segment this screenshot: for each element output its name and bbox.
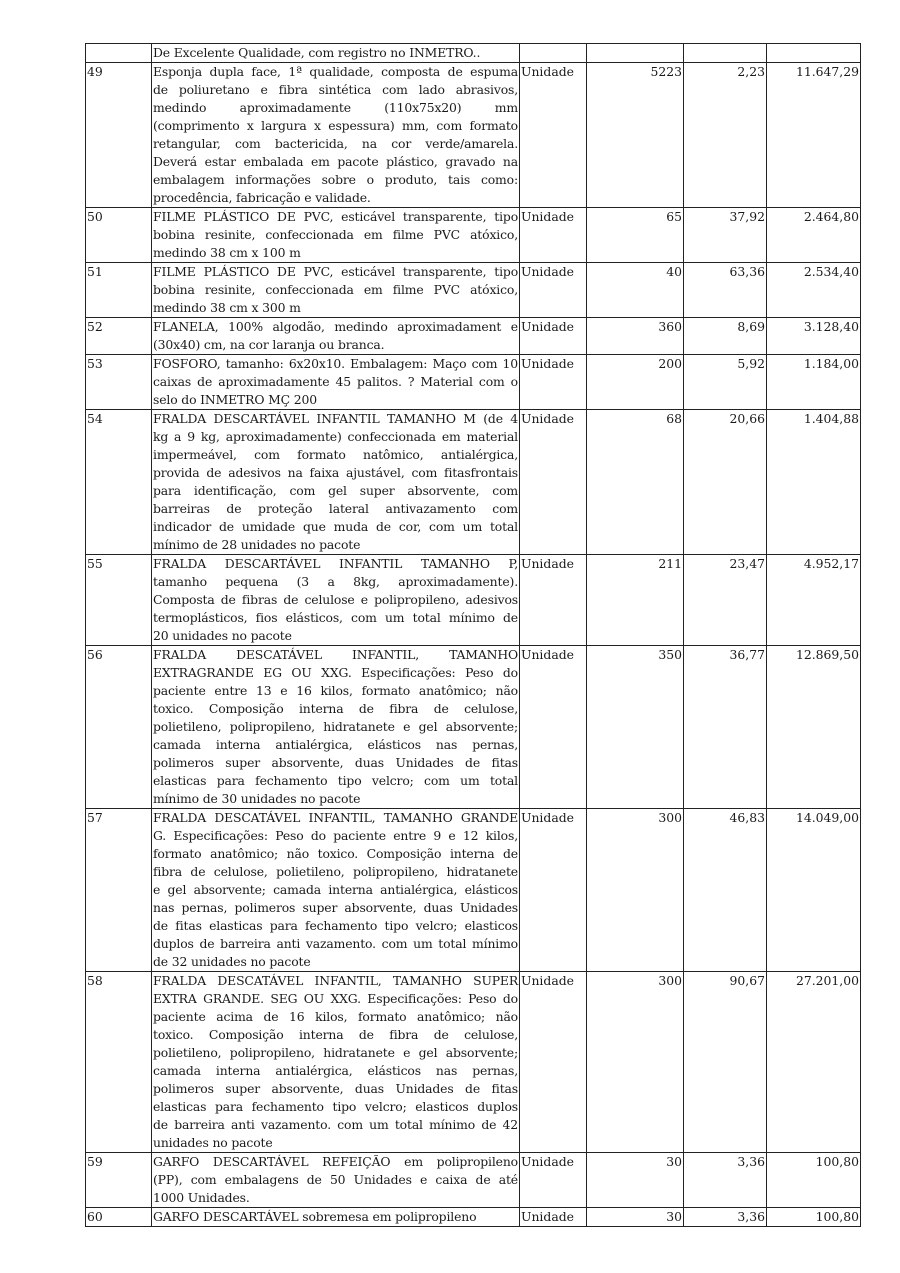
item-number-cell: 51 [86,263,152,318]
description-line: para identificação, com gel super absorvente, com [153,483,518,498]
description-line: kg a 9 kg, aproximadamente) confeccionada em material [153,429,518,444]
description-line: (30x40) cm, na cor laranja ou branca. [153,337,385,352]
description-line: de fitas elasticas para fechamento tipo velcro; elasticos [153,918,518,933]
item-unit-price-cell: 5,92 [684,355,767,410]
description-line: de 32 unidades no pacote [153,954,311,969]
description-line: fibra de celulose, polietileno, polipropileno, hidratanete [153,864,518,879]
description-line: FILME PLÁSTICO DE PVC, esticável transparente, tipo [153,264,518,279]
item-unit-price-cell: 8,69 [684,318,767,355]
item-total-cell: 1.404,88 [767,410,861,555]
item-unit-cell: Unidade [520,1153,587,1208]
item-unit-price-cell: 3,36 [684,1208,767,1227]
item-unit-cell [520,44,587,63]
item-unit-cell: Unidade [520,972,587,1153]
item-quantity-cell: 300 [587,972,684,1153]
item-number-cell: 59 [86,1153,152,1208]
item-quantity-cell: 350 [587,646,684,809]
item-unit-price-cell: 36,77 [684,646,767,809]
item-unit-price-cell: 20,66 [684,410,767,555]
item-description-cell [152,410,520,555]
description-line: duplos de barreira anti vazamento. com um total mínimo [153,936,518,951]
table-row [86,972,861,1153]
description-line: Esponja dupla face, 1ª qualidade, composta de espuma [153,64,518,79]
item-unit-price-cell [684,44,767,63]
description-line: 1000 Unidades. [153,1190,250,1205]
table-row [86,809,861,972]
item-unit-price-cell: 46,83 [684,809,767,972]
item-description-cell [152,63,520,208]
description-line: nas pernas, polimeros super absorvente, duas Unidades [153,900,518,915]
item-quantity-cell: 30 [587,1208,684,1227]
item-number-cell: 60 [86,1208,152,1227]
item-unit-cell: Unidade [520,263,587,318]
description-line: polimeros super absorvente, duas Unidades de fitas [153,1081,518,1096]
item-description-cell [152,318,520,355]
description-line: formato anatômico; não toxico. Composição interna de [153,846,518,861]
item-description-cell [152,972,520,1153]
item-number-cell: 56 [86,646,152,809]
item-number-cell [86,44,152,63]
description-line: Composta de fibras de celulose e polipropileno, adesivos [153,592,518,607]
description-line: EXTRA GRANDE. SEG OU XXG. Especificações: Peso do [153,991,518,1006]
item-quantity-cell [587,44,684,63]
description-line: FRALDA DESCATÁVEL INFANTIL, TAMANHO SUPER [153,973,518,988]
item-description-cell [152,208,520,263]
description-line: de barreira anti vazamento. com um total mínimo de 42 [153,1117,518,1132]
item-quantity-cell: 40 [587,263,684,318]
description-line: polimeros super absorvente, duas Unidades de fitas [153,755,518,770]
item-total-cell: 3.128,40 [767,318,861,355]
item-total-cell: 12.869,50 [767,646,861,809]
description-line: GARFO DESCARTÁVEL sobremesa em polipropileno [153,1209,477,1224]
description-line: FLANELA, 100% algodão, medindo aproximadament e [153,319,518,334]
description-line: e gel absorvente; camada interna antialérgica, elásticos [153,882,518,897]
item-total-cell: 2.464,80 [767,208,861,263]
item-quantity-cell: 65 [587,208,684,263]
item-unit-cell: Unidade [520,809,587,972]
item-unit-price-cell: 2,23 [684,63,767,208]
item-unit-cell: Unidade [520,555,587,646]
item-description-cell [152,44,520,63]
item-unit-cell: Unidade [520,63,587,208]
item-description-cell [152,809,520,972]
description-line: impermeável, com formato natômico, antialérgica, [153,447,518,462]
item-description-cell [152,1208,520,1227]
description-line: camada interna antialérgica, elásticos nas pernas, [153,1063,518,1078]
item-total-cell [767,44,861,63]
item-unit-price-cell: 23,47 [684,555,767,646]
table-row [86,555,861,646]
item-unit-cell: Unidade [520,410,587,555]
item-number-cell: 52 [86,318,152,355]
item-total-cell: 11.647,29 [767,63,861,208]
description-line: G. Especificações: Peso do paciente entre 9 e 12 kilos, [153,828,518,843]
description-line: polietileno, polipropileno, hidratanete e gel absorvente; [153,1045,518,1060]
description-line: FILME PLÁSTICO DE PVC, esticável transparente, tipo [153,209,518,224]
table-row [86,263,861,318]
description-line: EXTRAGRANDE EG OU XXG. Especificações: Peso do [153,665,518,680]
description-line: polietileno, polipropileno, hidratanete e gel absorvente; [153,719,518,734]
item-description-cell [152,355,520,410]
table-row [86,410,861,555]
description-line: toxico. Composição interna de fibra de celulose, [153,701,518,716]
description-line: embalagem informações sobre o produto, tais como: [153,172,518,187]
description-line: camada interna antialérgica, elásticos nas pernas, [153,737,518,752]
description-line: elasticas para fechamento tipo velcro; com um total [153,773,518,788]
description-line: elasticas para fechamento tipo velcro; elasticos duplos [153,1099,518,1114]
description-line: mínimo de 28 unidades no pacote [153,537,361,552]
item-total-cell: 2.534,40 [767,263,861,318]
item-number-cell: 49 [86,63,152,208]
item-total-cell: 1.184,00 [767,355,861,410]
description-line: FRALDA DESCATÁVEL INFANTIL, TAMANHO [153,647,518,662]
description-line: GARFO DESCARTÁVEL REFEIÇÃO em polipropileno [153,1154,518,1169]
item-unit-cell: Unidade [520,355,587,410]
table-row-continuation [86,44,861,63]
item-quantity-cell: 30 [587,1153,684,1208]
description-line: selo do INMETRO MÇ 200 [153,392,317,407]
item-unit-price-cell: 37,92 [684,208,767,263]
item-unit-cell: Unidade [520,1208,587,1227]
item-unit-price-cell: 63,36 [684,263,767,318]
description-line: de poliuretano e fibra sintética com lado abrasivos, [153,82,518,97]
item-quantity-cell: 211 [587,555,684,646]
description-line: toxico. Composição interna de fibra de celulose, [153,1027,518,1042]
description-line: indicador de umidade que muda de cor, com um total [153,519,518,534]
item-total-cell: 14.049,00 [767,809,861,972]
table-row [86,1153,861,1208]
item-unit-price-cell: 90,67 [684,972,767,1153]
description-line: provida de adesivos na faixa ajustável, com fitasfrontais [153,465,518,480]
items-table-body [86,44,861,1227]
item-number-cell: 57 [86,809,152,972]
description-line: tamanho pequena (3 a 8kg, aproximadamente). [153,574,518,589]
description-line: FRALDA DESCATÁVEL INFANTIL, TAMANHO GRANDE [153,810,518,825]
item-unit-cell: Unidade [520,208,587,263]
description-line: FRALDA DESCARTÁVEL INFANTIL TAMANHO M (de 4 [153,411,518,426]
description-line: barreiras de proteção lateral antivazamento com [153,501,518,516]
item-unit-cell: Unidade [520,646,587,809]
item-quantity-cell: 360 [587,318,684,355]
table-row [86,646,861,809]
table-row [86,1208,861,1227]
table-row [86,355,861,410]
item-number-cell: 55 [86,555,152,646]
item-quantity-cell: 300 [587,809,684,972]
description-line: De Excelente Qualidade, com registro no INMETRO.. [153,45,481,60]
item-total-cell: 4.952,17 [767,555,861,646]
description-line: medindo aproximadamente (110x75x20) mm [153,100,518,115]
item-total-cell: 100,80 [767,1153,861,1208]
description-line: FOSFORO, tamanho: 6x20x10. Embalagem: Maço com 10 [153,356,518,371]
item-description-cell [152,646,520,809]
description-line: Deverá estar embalada em pacote plástico, gravado na [153,154,518,169]
item-quantity-cell: 68 [587,410,684,555]
description-line: paciente entre 13 e 16 kilos, formato anatômico; não [153,683,518,698]
item-total-cell: 100,80 [767,1208,861,1227]
item-number-cell: 50 [86,208,152,263]
item-number-cell: 58 [86,972,152,1153]
description-line: mínimo de 30 unidades no pacote [153,791,361,806]
item-total-cell: 27.201,00 [767,972,861,1153]
description-line: retangular, com bactericida, na cor verde/amarela. [153,136,518,151]
description-line: unidades no pacote [153,1135,273,1150]
item-number-cell: 53 [86,355,152,410]
table-row [86,318,861,355]
description-line: termoplásticos, fios elásticos, com um total mínimo de [153,610,518,625]
description-line: 20 unidades no pacote [153,628,292,643]
description-line: (PP), com embalagens de 50 Unidades e caixa de até [153,1172,518,1187]
item-number-cell: 54 [86,410,152,555]
description-line: medindo 38 cm x 100 m [153,245,301,260]
description-line: paciente acima de 16 kilos, formato anatômico; não [153,1009,518,1024]
description-line: bobina resinite, confeccionada em filme PVC atóxico, [153,227,518,242]
description-line: (comprimento x largura x espessura) mm, com formato [153,118,518,133]
item-quantity-cell: 5223 [587,63,684,208]
item-description-cell [152,555,520,646]
description-line: medindo 38 cm x 300 m [153,300,301,315]
item-unit-cell: Unidade [520,318,587,355]
table-row [86,63,861,208]
description-line: bobina resinite, confeccionada em filme PVC atóxico, [153,282,518,297]
items-table [85,43,861,1227]
description-line: caixas de aproximadamente 45 palitos. ? Material com o [153,374,518,389]
description-line: procedência, fabricação e validade. [153,190,371,205]
item-quantity-cell: 200 [587,355,684,410]
item-description-cell [152,1153,520,1208]
description-line: FRALDA DESCARTÁVEL INFANTIL TAMANHO P, [153,556,518,571]
item-unit-price-cell: 3,36 [684,1153,767,1208]
item-description-cell [152,263,520,318]
table-row [86,208,861,263]
